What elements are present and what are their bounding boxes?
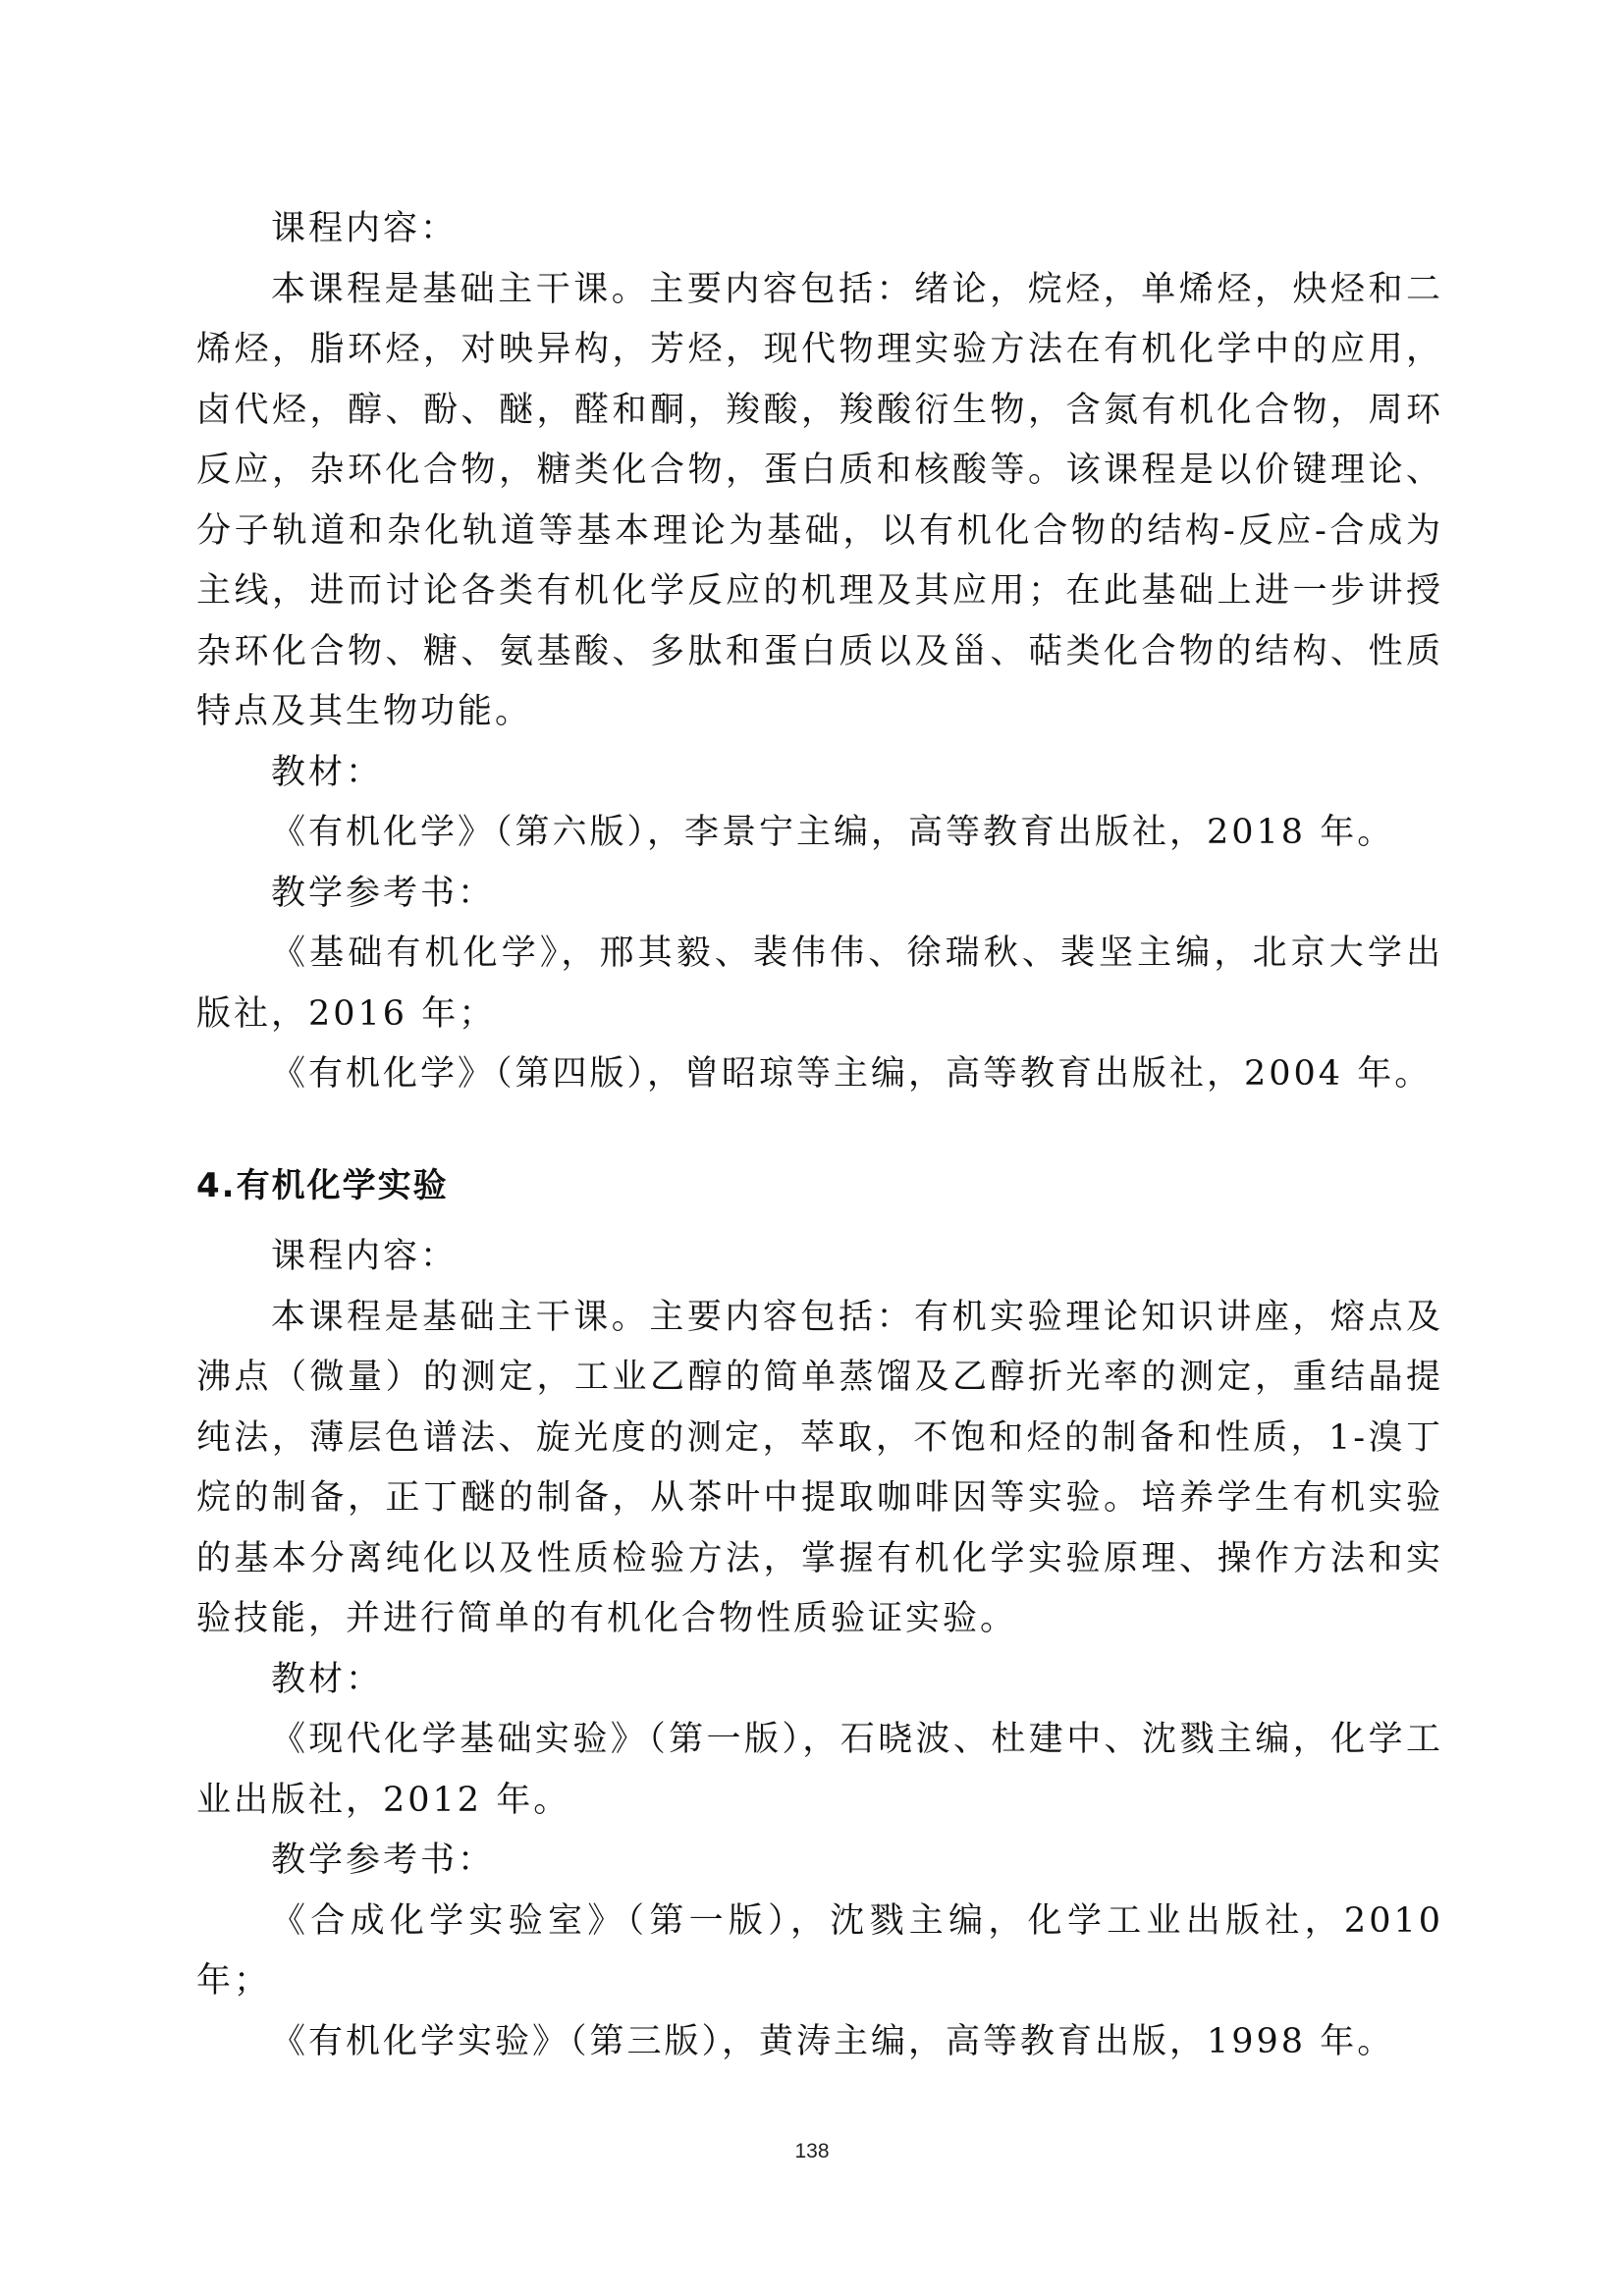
section3-content-paragraph: 本课程是基础主干课。主要内容包括：绪论，烷烃，单烯烃，炔烃和二烯烃，脂环烃，对映异构，芳烃，现代物理实验方法在有机化学中的应用，卤代烃，醇、酚、醚，醛和酮，羧酸，羧酸衍生物，含氮有机化合物，周环反应，杂环化合物，糖类化合物，蛋白质和核酸等。该课程是以价键理论、分子轨道和杂化轨道等基本理论为基础，以有机化合物的结构-反应-合成为主线，进而讨论各类有机化学反应的机理及其应用；在此基础上进一步讲授杂环化合物、糖、氨基酸、多肽和蛋白质以及甾、萜类化合物的结构、性质特点及其生物功能。 <box>196 269 1443 731</box>
section3-body <box>196 199 1443 1105</box>
section4-reference-label: 教学参考书： <box>271 1841 496 1880</box>
section4-content-label: 课程内容： <box>271 1237 459 1276</box>
section4-reference-entry: 《有机化学实验》（第三版），黄涛主编，高等教育出版，1998 年。 <box>271 2021 1395 2061</box>
section3-textbook-label: 教材： <box>271 752 384 792</box>
section4-body <box>196 1227 1443 2072</box>
section4-content-paragraph: 本课程是基础主干课。主要内容包括：有机实验理论知识讲座，熔点及沸点（微量）的测定，工业乙醇的简单蒸馏及乙醇折光率的测定，重结晶提纯法，薄层色谱法、旋光度的测定，萃取，不饱和烃的制备和性质，1-溴丁烷的制备，正丁醚的制备，从茶叶中提取咖啡因等实验。培养学生有机实验的基本分离纯化以及性质检验方法，掌握有机化学实验原理、操作方法和实验技能，并进行简单的有机化合物性质验证实验。 <box>196 1297 1443 1638</box>
section3-content-label: 课程内容： <box>271 209 459 248</box>
page-number: 138 <box>794 2140 830 2163</box>
section4-reference-entry: 《合成化学实验室》（第一版），沈戮主编，化学工业出版社，2010 年； <box>196 1900 1443 2001</box>
section3-reference-entry: 《有机化学》（第四版），曾昭琼等主编，高等教育出版社，2004 年。 <box>271 1054 1433 1094</box>
section4-heading: 4.有机化学实验 <box>196 1166 449 1205</box>
section4-textbook-entry: 《现代化学基础实验》（第一版），石晓波、杜建中、沈戮主编，化学工业出版社，2012 年。 <box>196 1720 1443 1820</box>
section3-reference-label: 教学参考书： <box>271 873 496 913</box>
section4-textbook-label: 教材： <box>271 1659 384 1699</box>
section3-reference-entry: 《基础有机化学》，邢其毅、裴伟伟、徐瑞秋、裴坚主编，北京大学出版社，2016 年； <box>196 934 1443 1034</box>
section3-textbook-entry: 《有机化学》（第六版），李景宁主编，高等教育出版社，2018 年。 <box>271 813 1395 852</box>
